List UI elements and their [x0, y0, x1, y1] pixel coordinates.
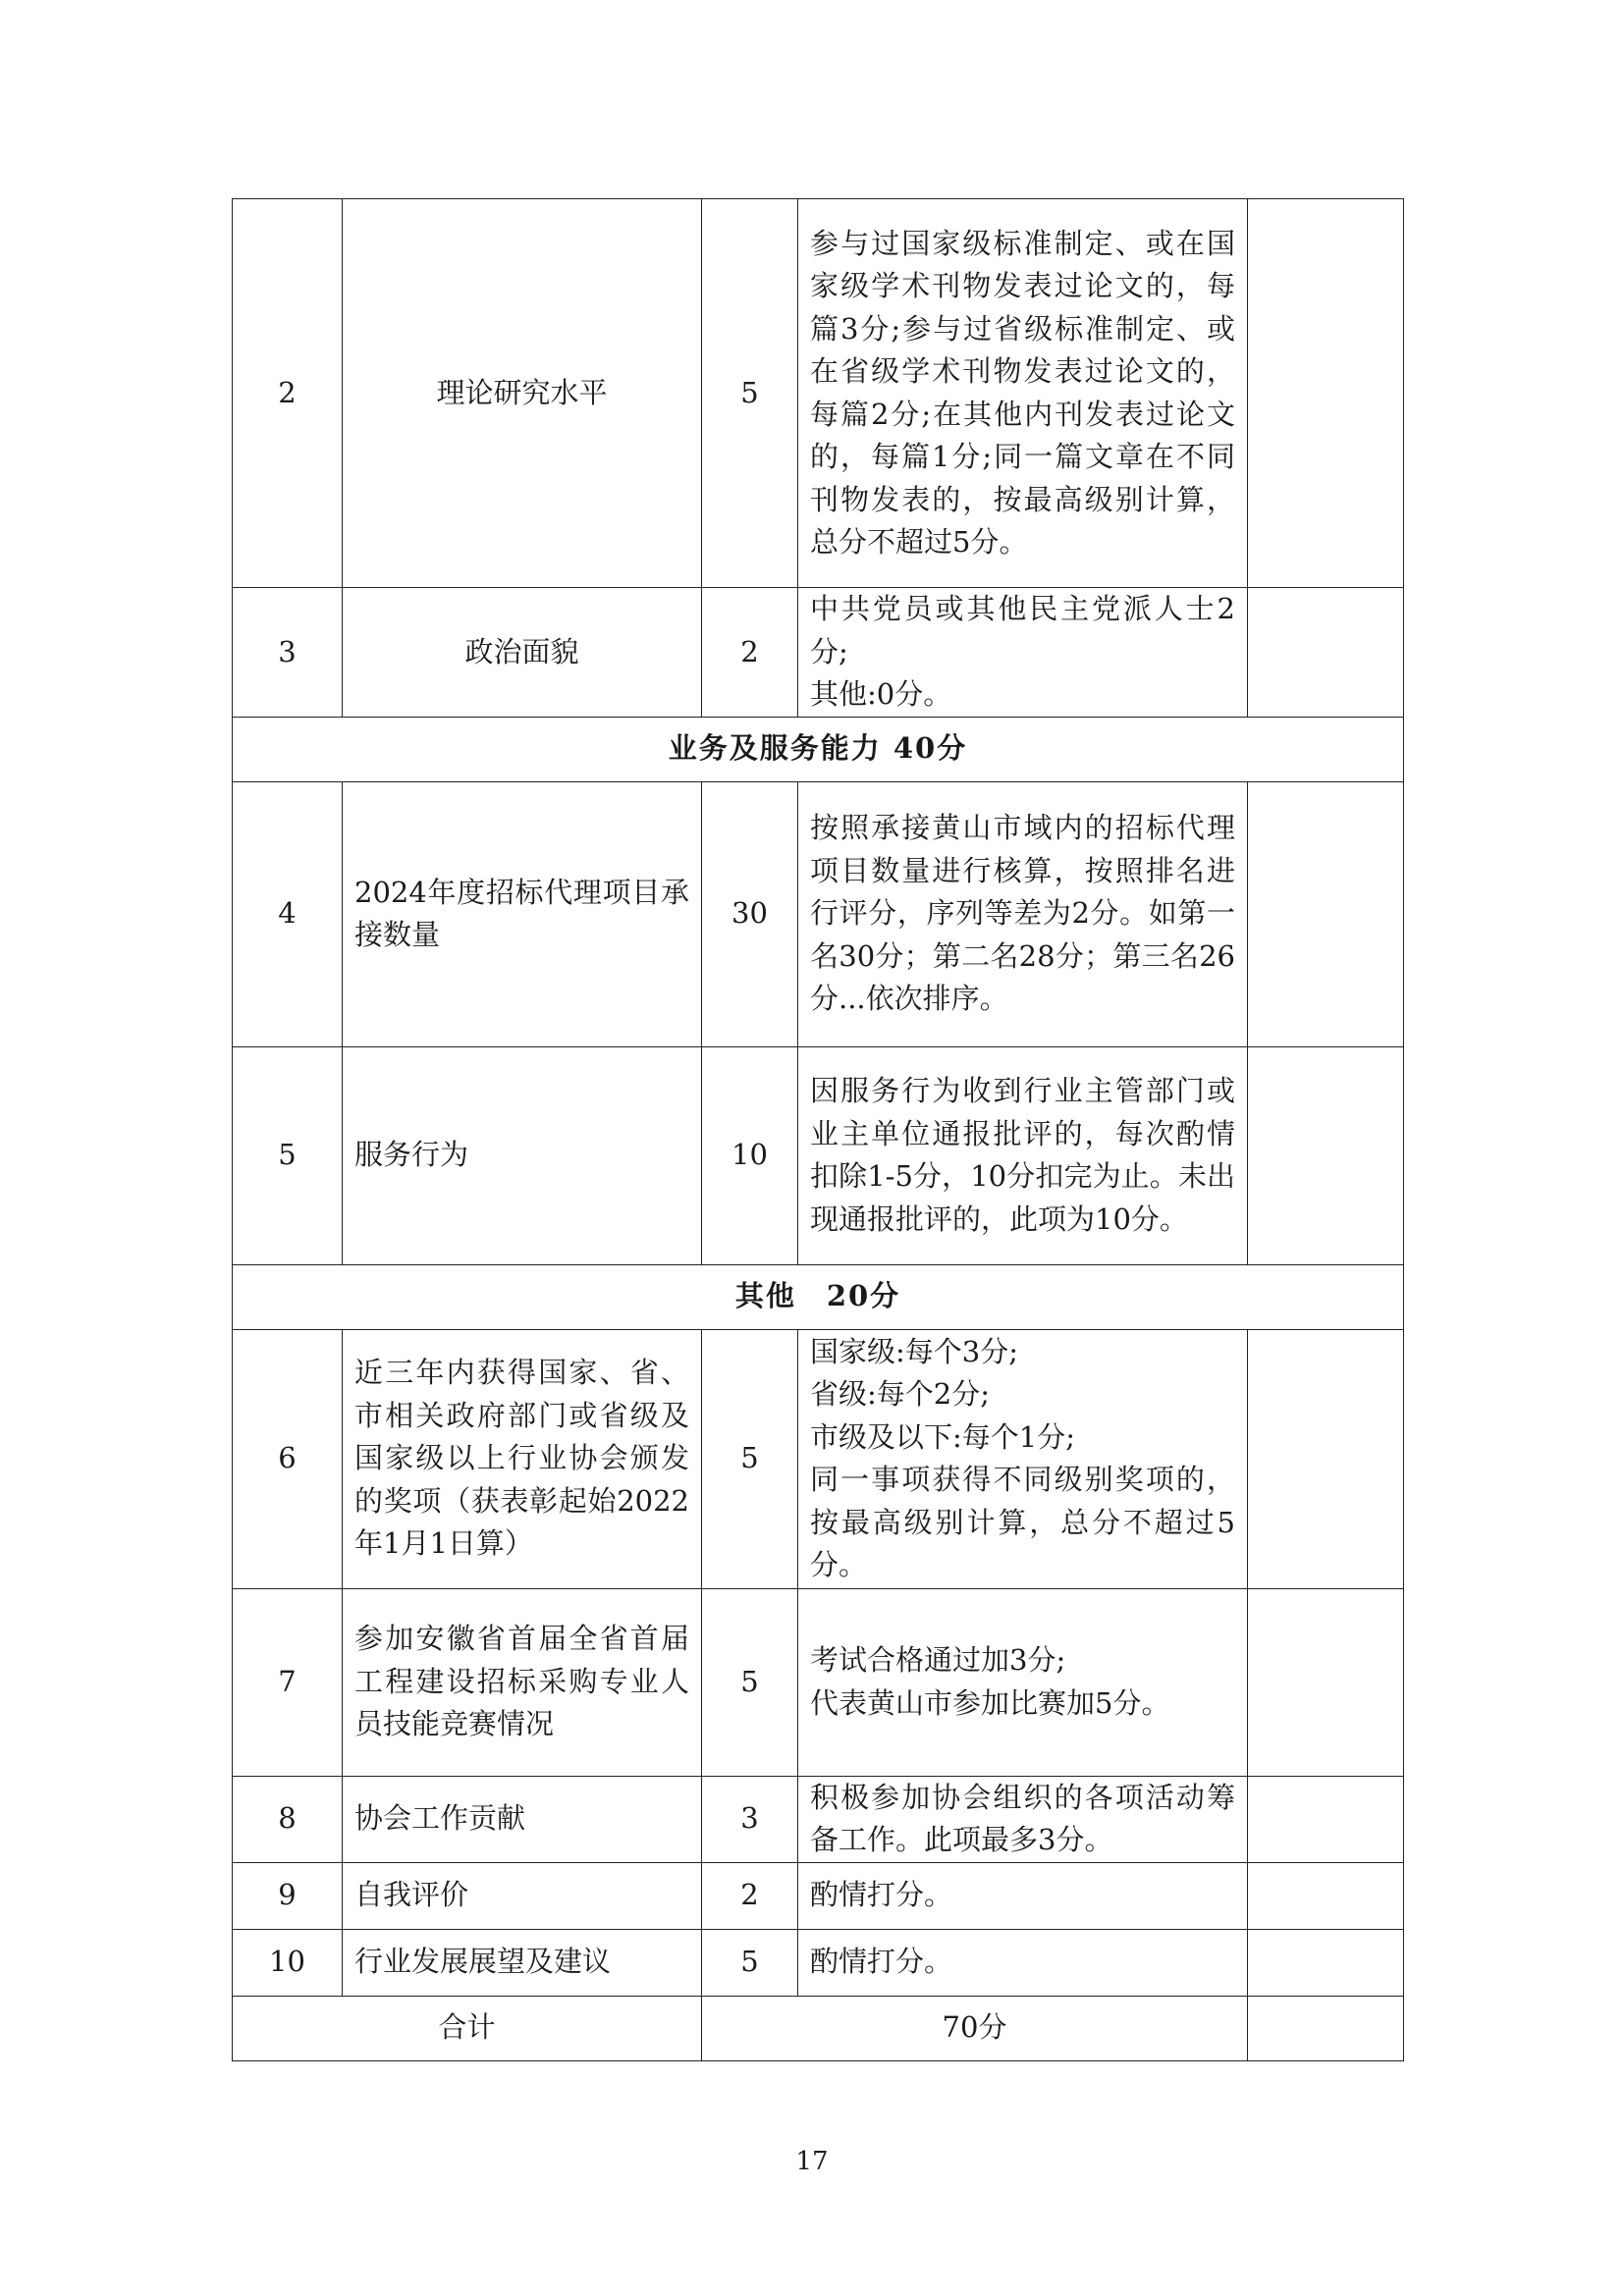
item-score: 5	[702, 199, 798, 588]
total-row	[233, 1996, 1404, 2060]
row-number: 2	[233, 199, 343, 588]
item-score: 2	[702, 1862, 798, 1929]
row-number: 4	[233, 781, 343, 1046]
section-row	[233, 1264, 1404, 1329]
item-score: 30	[702, 781, 798, 1046]
table-row	[233, 1929, 1404, 1996]
item-name: 行业发展展望及建议	[343, 1929, 702, 1996]
table-row	[233, 1046, 1404, 1264]
row-number: 8	[233, 1776, 343, 1862]
item-name: 2024年度招标代理项目承接数量	[343, 781, 702, 1046]
item-score: 5	[702, 1329, 798, 1588]
scoring-criteria	[798, 1329, 1248, 1588]
criteria-line: 国家级:每个3分;	[810, 1334, 1018, 1368]
section-header-other: 其他 20分	[233, 1264, 1404, 1329]
item-name: 服务行为	[343, 1046, 702, 1264]
scoring-criteria	[798, 588, 1248, 718]
table-row	[233, 199, 1404, 588]
remark-cell	[1248, 1996, 1404, 2060]
item-name: 理论研究水平	[343, 199, 702, 588]
criteria-line: 代表黄山市参加比赛加5分。	[810, 1685, 1170, 1720]
criteria-line: 同一事项获得不同级别奖项的，按最高级别计算，总分不超过5分。	[810, 1463, 1235, 1581]
remark-cell	[1248, 588, 1404, 718]
remark-cell	[1248, 781, 1404, 1046]
item-score: 3	[702, 1776, 798, 1862]
row-number: 6	[233, 1329, 343, 1588]
remark-cell	[1248, 1929, 1404, 1996]
row-number: 7	[233, 1588, 343, 1776]
remark-cell	[1248, 1046, 1404, 1264]
scoring-criteria: 酌情打分。	[798, 1862, 1248, 1929]
item-score: 10	[702, 1046, 798, 1264]
scoring-criteria	[798, 1588, 1248, 1776]
scoring-criteria: 按照承接黄山市域内的招标代理项目数量进行核算，按照排名进行评分，序列等差为2分。如第一名30分；第二名28分；第三名26分...依次排序。	[798, 781, 1248, 1046]
total-label: 合计	[233, 1996, 702, 2060]
item-name: 近三年内获得国家、省、市相关政府部门或省级及国家级以上行业协会颁发的奖项（获表彰起始2022年1月1日算）	[343, 1329, 702, 1588]
total-value: 70分	[702, 1996, 1248, 2060]
table-row	[233, 781, 1404, 1046]
remark-cell	[1248, 1329, 1404, 1588]
item-score: 2	[702, 588, 798, 718]
scoring-criteria: 酌情打分。	[798, 1929, 1248, 1996]
remark-cell	[1248, 1862, 1404, 1929]
item-score: 5	[702, 1929, 798, 1996]
scoring-criteria: 因服务行为收到行业主管部门或业主单位通报批评的，每次酌情扣除1-5分，10分扣完为止。未出现通报批评的，此项为10分。	[798, 1046, 1248, 1264]
table-row	[233, 1862, 1404, 1929]
scoring-criteria: 参与过国家级标准制定、或在国家级学术刊物发表过论文的，每篇3分;参与过省级标准制定、或在省级学术刊物发表过论文的，每篇2分;在其他内刊发表过论文的，每篇1分;同一篇文章在不同刊物发表的，按最高级别计算，总分不超过5分。	[798, 199, 1248, 588]
section-row	[233, 717, 1404, 781]
remark-cell	[1248, 199, 1404, 588]
page-number: 17	[795, 2147, 829, 2176]
remark-cell	[1248, 1588, 1404, 1776]
item-name: 自我评价	[343, 1862, 702, 1929]
table-row	[233, 1588, 1404, 1776]
section-header-business: 业务及服务能力 40分	[233, 717, 1404, 781]
criteria-line: 考试合格通过加3分;	[810, 1643, 1066, 1677]
item-name: 政治面貌	[343, 588, 702, 718]
table-row	[233, 588, 1404, 718]
row-number: 9	[233, 1862, 343, 1929]
criteria-line: 省级:每个2分;	[810, 1377, 990, 1411]
item-name: 参加安徽省首届全省首届工程建设招标采购专业人员技能竞赛情况	[343, 1588, 702, 1776]
table-row	[233, 1329, 1404, 1588]
row-number: 3	[233, 588, 343, 718]
row-number: 5	[233, 1046, 343, 1264]
item-name: 协会工作贡献	[343, 1776, 702, 1862]
scoring-table	[232, 198, 1404, 2061]
item-score: 5	[702, 1588, 798, 1776]
scoring-criteria: 积极参加协会组织的各项活动筹备工作。此项最多3分。	[798, 1776, 1248, 1862]
criteria-line: 中共党员或其他民主党派人士2分;	[810, 592, 1235, 668]
criteria-line: 市级及以下:每个1分;	[810, 1419, 1075, 1454]
row-number: 10	[233, 1929, 343, 1996]
criteria-line: 其他:0分。	[810, 677, 952, 711]
remark-cell	[1248, 1776, 1404, 1862]
table-row	[233, 1776, 1404, 1862]
